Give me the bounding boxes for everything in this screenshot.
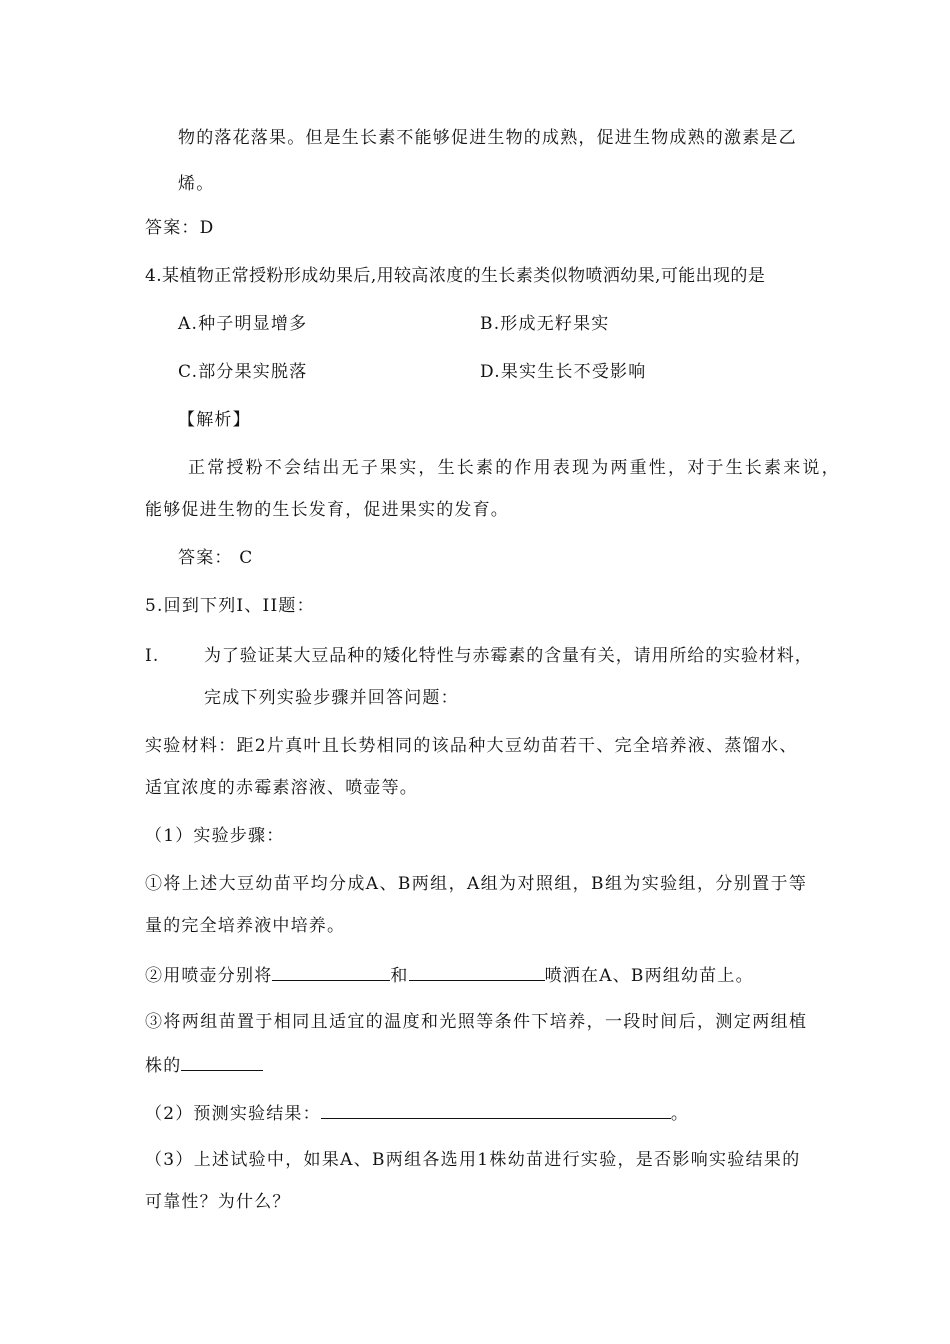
steps-heading: （1）实验步骤： <box>145 826 285 846</box>
step-1: ①将上述大豆幼苗平均分成A、B两组，A组为对照组，B组为实验组，分别置于等 <box>145 874 808 894</box>
step-2-text: 和 <box>390 966 409 986</box>
option-c: C.部分果实脱落 <box>178 362 308 382</box>
step-2-text: ②用喷壶分别将 <box>145 966 273 986</box>
analysis-text: 能够促进生物的生长发育，促进果实的发育。 <box>145 500 509 520</box>
answer-blank[interactable] <box>272 962 390 981</box>
text-line: 烯。 <box>178 174 215 194</box>
answer-blank[interactable] <box>181 1052 263 1071</box>
prediction-text: 。 <box>670 1104 690 1124</box>
step-3: ③将两组苗置于相同且适宜的温度和光照等条件下培养，一段时间后，测定两组植 <box>145 1012 808 1032</box>
question-5-part-text: 完成下列实验步骤并回答问题： <box>204 688 459 708</box>
answer-blank[interactable] <box>409 962 545 981</box>
step-3-text: 株的 <box>145 1056 182 1076</box>
analysis-heading: 【解析】 <box>178 410 251 430</box>
answer-line: 答案： C <box>178 548 254 568</box>
question-4: 4.某植物正常授粉形成幼果后,用较高浓度的生长素类似物喷洒幼果,可能出现的是 <box>145 266 766 286</box>
prediction-line <box>145 1100 689 1126</box>
step-2-text: 喷洒在A、B两组幼苗上。 <box>544 966 754 986</box>
analysis-text: 正常授粉不会结出无子果实，生长素的作用表现为两重性，对于生长素来说， <box>188 458 841 478</box>
question-5: 5.回到下列I、II题： <box>145 596 315 616</box>
text-line: 物的落花落果。但是生长素不能够促进生物的成熟，促进生物成熟的激素是乙 <box>178 128 797 148</box>
prediction-text: （2）预测实验结果： <box>145 1104 321 1124</box>
answer-line: 答案：D <box>145 218 215 238</box>
question-3: 可靠性？为什么？ <box>145 1192 291 1212</box>
step-2 <box>145 962 754 988</box>
step-1: 量的完全培养液中培养。 <box>145 916 346 936</box>
question-3: （3）上述试验中，如果A、B两组各选用1株幼苗进行实验，是否影响实验结果的 <box>145 1150 801 1170</box>
option-d: D.果实生长不受影响 <box>480 362 647 382</box>
materials-line: 适宜浓度的赤霉素溶液、喷壶等。 <box>145 778 418 798</box>
step-3 <box>145 1052 263 1078</box>
materials-line: 实验材料：距2片真叶且长势相同的该品种大豆幼苗若干、完全培养液、蒸馏水、 <box>145 736 798 756</box>
option-a: A.种子明显增多 <box>178 314 308 334</box>
answer-blank[interactable] <box>321 1100 671 1119</box>
option-b: B.形成无籽果实 <box>480 314 610 334</box>
question-5-part-text: 为了验证某大豆品种的矮化特性与赤霉素的含量有关，请用所给的实验材料， <box>204 646 813 666</box>
question-5-part-label: I. <box>145 646 160 666</box>
